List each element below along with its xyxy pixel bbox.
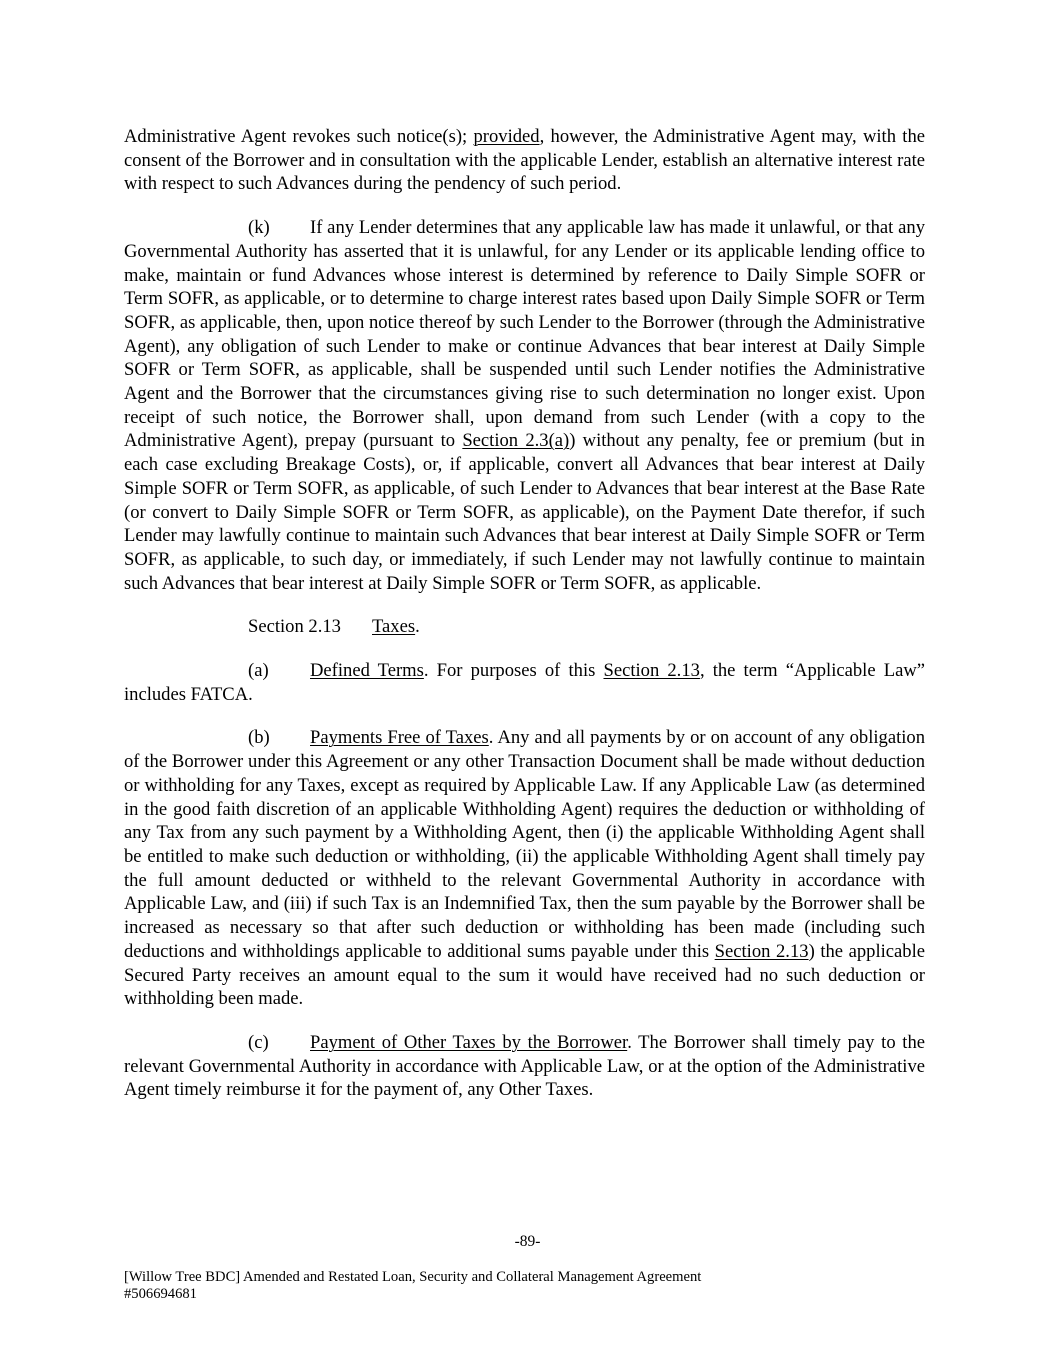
subsection-heading: Defined Terms <box>310 660 424 682</box>
paragraph-c: (c) Payment of Other Taxes by the Borrower. The Borrower shall timely pay to the relevant Governmental Authority in accordance with Applicable Law, or at the option of the Administrative Agent timely reimburse it for the payment of, any Other Taxes. <box>124 1031 925 1101</box>
paragraph-continuation: Administrative Agent revokes such notice(s); provided, however, the Administrative Agent may, with the consent of the Borrower and in consultation with the applicable Lender, establish an alternative interest rate with respect to such Advances during the pendency of such period. <box>124 126 925 195</box>
provided-term: provided <box>473 126 540 147</box>
enum-label: (c) <box>248 1031 269 1053</box>
paragraph-k: (k) If any Lender determines that any applicable law has made it unlawful, or that any Governmental Authority has asserted that it is unlawful, for any Lender or its applicable lending office to make, maintain or fund Advances whose interest is determined by reference to Daily Simple SOFR or Term SOFR, as applicable, or to determine to charge interest rates based upon Daily Simple SOFR or Term SOFR, as applicable, then, upon notice thereof by such Lender to the Borrower (through the Administrative Agent), any obligation of such Lender to make or continue Advances that bear interest at Daily Simple SOFR or Term SOFR, as applicable, shall be suspended until such Lender notifies the Administrative Agent and the Borrower that the circumstances giving rise to such determination no longer exist. Upon receipt of such notice, the Borrower shall, upon demand from such Lender (with a copy to the Administrative Agent), prepay (pursuant to Section 2.3(a)) without any penalty, fee or premium (but in each case excluding Breakage Costs), or, if applicable, convert all Advances that bear interest at Daily Simple SOFR or Term SOFR, as applicable, of such Lender to Advances that bear interest at the Base Rate (or convert to Daily Simple SOFR or Term SOFR, as applicable), on the Payment Date therefor, if such Lender may lawfully continue to maintain such Advances that bear interest at Daily Simple SOFR or Term SOFR, as applicable, to such day, or immediately, if such Lender may not lawfully continue to maintain such Advances that bear interest at Daily Simple SOFR or Term SOFR, as applicable. <box>124 217 925 594</box>
cross-reference: Section 2.13 <box>603 660 700 682</box>
document-footer <box>124 1269 701 1302</box>
cross-reference: Section 2.3(a) <box>462 430 570 452</box>
section-number: Section 2.13 <box>248 616 341 638</box>
section-heading: Section 2.13 Taxes. <box>248 616 420 638</box>
cross-reference: Section 2.13 <box>714 940 809 962</box>
document-id: #506694681 <box>124 1285 197 1302</box>
paragraph-b: (b) Payments Free of Taxes. Any and all payments by or on account of any obligation of the Borrower under this Agreement or any other Transaction Document shall be made without deduction or withholding for any Taxes, except as required by Applicable Law. If any Applicable Law (as determined in the good faith discretion of an applicable Withholding Agent) requires the deduction or withholding of any Tax from any such payment by a Withholding Agent, then (i) the applicable Withholding Agent shall be entitled to make such deduction or withholding, (ii) the applicable Withholding Agent shall timely pay the full amount deducted or withheld to the relevant Governmental Authority in accordance with Applicable Law, and (iii) if such Tax is an Indemnified Tax, then the sum payable by the Borrower shall be increased as necessary so that after such deduction or withholding has been made (including such deductions and withholdings applicable to additional sums payable under this Section 2.13) the applicable Secured Party receives an amount equal to the sum it would have received had no such deduction or withholding been made. <box>124 727 926 1010</box>
paragraph-a: (a) Defined Terms. For purposes of this Section 2.13, the term “Applicable Law” includes FATCA. <box>124 660 926 705</box>
document-title: [Willow Tree BDC] Amended and Restated Loan, Security and Collateral Management Agreement <box>124 1269 702 1285</box>
enum-label: (a) <box>248 660 269 682</box>
section-title: Taxes <box>372 616 416 638</box>
document-body <box>124 125 925 1122</box>
page-number: -89- <box>514 1233 541 1250</box>
enum-label: (b) <box>248 727 270 749</box>
subsection-heading: Payments Free of Taxes <box>310 727 489 749</box>
enum-label: (k) <box>248 217 270 239</box>
subsection-heading: Payment of Other Taxes by the Borrower <box>310 1031 628 1053</box>
